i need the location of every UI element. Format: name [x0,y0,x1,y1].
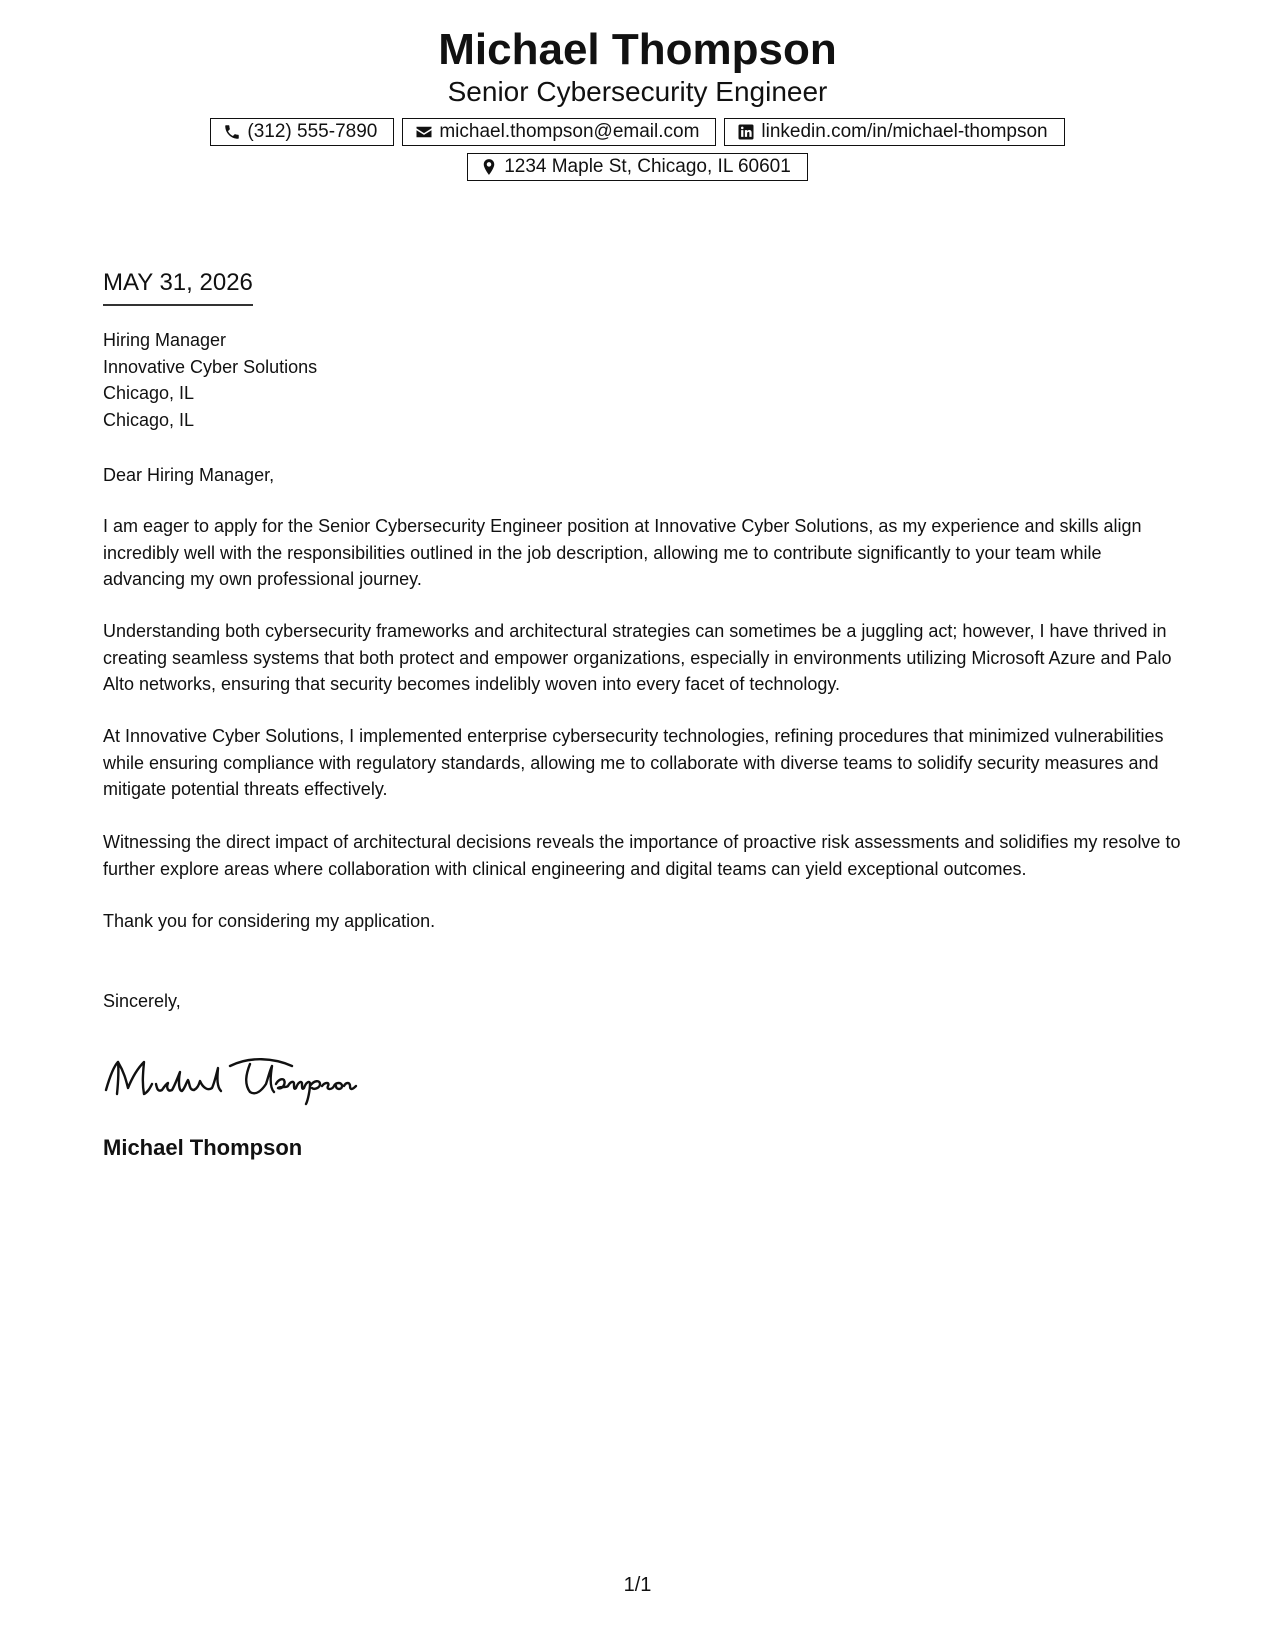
recipient-location: Chicago, IL [103,409,195,430]
body-paragraph-4: Witnessing the direct impact of architectural decisions reveals the importance of proactive risk assessments and solidifies my resolve to further explore areas where collaboration with clinical engineering and digital teams can yield exceptional outcomes. [103,832,1181,879]
phone-text: (312) 555-7890 [247,121,378,142]
recipient-company: Innovative Cyber Solutions [103,356,318,377]
linkedin-text: linkedin.com/in/michael-thompson [761,121,1048,142]
salutation: Dear Hiring Manager, [103,465,275,485]
handwritten-signature [100,1048,360,1108]
signoff: Sincerely, [103,991,181,1011]
phone-icon [223,123,241,141]
closing-line: Thank you for considering my application. [103,911,436,931]
map-pin-icon [480,158,498,176]
body-paragraph-3: At Innovative Cyber Solutions, I implemented enterprise cybersecurity technologies, refining procedures that minimized vulnerabilities while ensuring compliance with regulatory standards, allowing me to collaborate with diverse teams to solidify security measures and mitigate potential threats effectively. [103,726,1164,799]
linkedin-icon [737,123,755,141]
signer-name: Michael Thompson [103,1135,303,1160]
linkedin-contact[interactable] [724,118,1064,146]
email-contact[interactable] [402,118,716,146]
recipient-title: Hiring Manager [103,330,227,350]
applicant-role: Senior Cybersecurity Engineer [447,76,828,107]
address-contact [467,153,808,181]
contact-row [0,118,1275,146]
letter-date: MAY 31, 2026 [103,268,253,306]
envelope-icon [415,123,433,141]
recipient-block [103,327,317,433]
page-number: 1/1 [623,1574,652,1596]
body-paragraph-2: Understanding both cybersecurity frameworks and architectural strategies can sometimes be a juggling act; however, I have thrived in creating seamless systems that both protect and empower organizations, especially in environments utilizing Microsoft Azure and Palo Alto networks, ensuring that security becomes indelibly woven into every facet of technology. [103,621,1172,694]
email-text: michael.thompson@email.com [439,121,700,142]
applicant-name: Michael Thompson [438,25,837,74]
body-paragraph-1: I am eager to apply for the Senior Cybersecurity Engineer position at Innovative Cyber Solutions, as my experience and skills align incredibly well with the responsibilities outlined in the job description, allowing me to contribute significantly to your team while advancing my own professional journey. [103,516,1142,589]
address-text: 1234 Maple St, Chicago, IL 60601 [504,156,791,177]
address-row [0,153,1275,181]
letter-header [0,22,1275,181]
phone-contact[interactable] [210,118,394,146]
recipient-city: Chicago, IL [103,383,195,403]
